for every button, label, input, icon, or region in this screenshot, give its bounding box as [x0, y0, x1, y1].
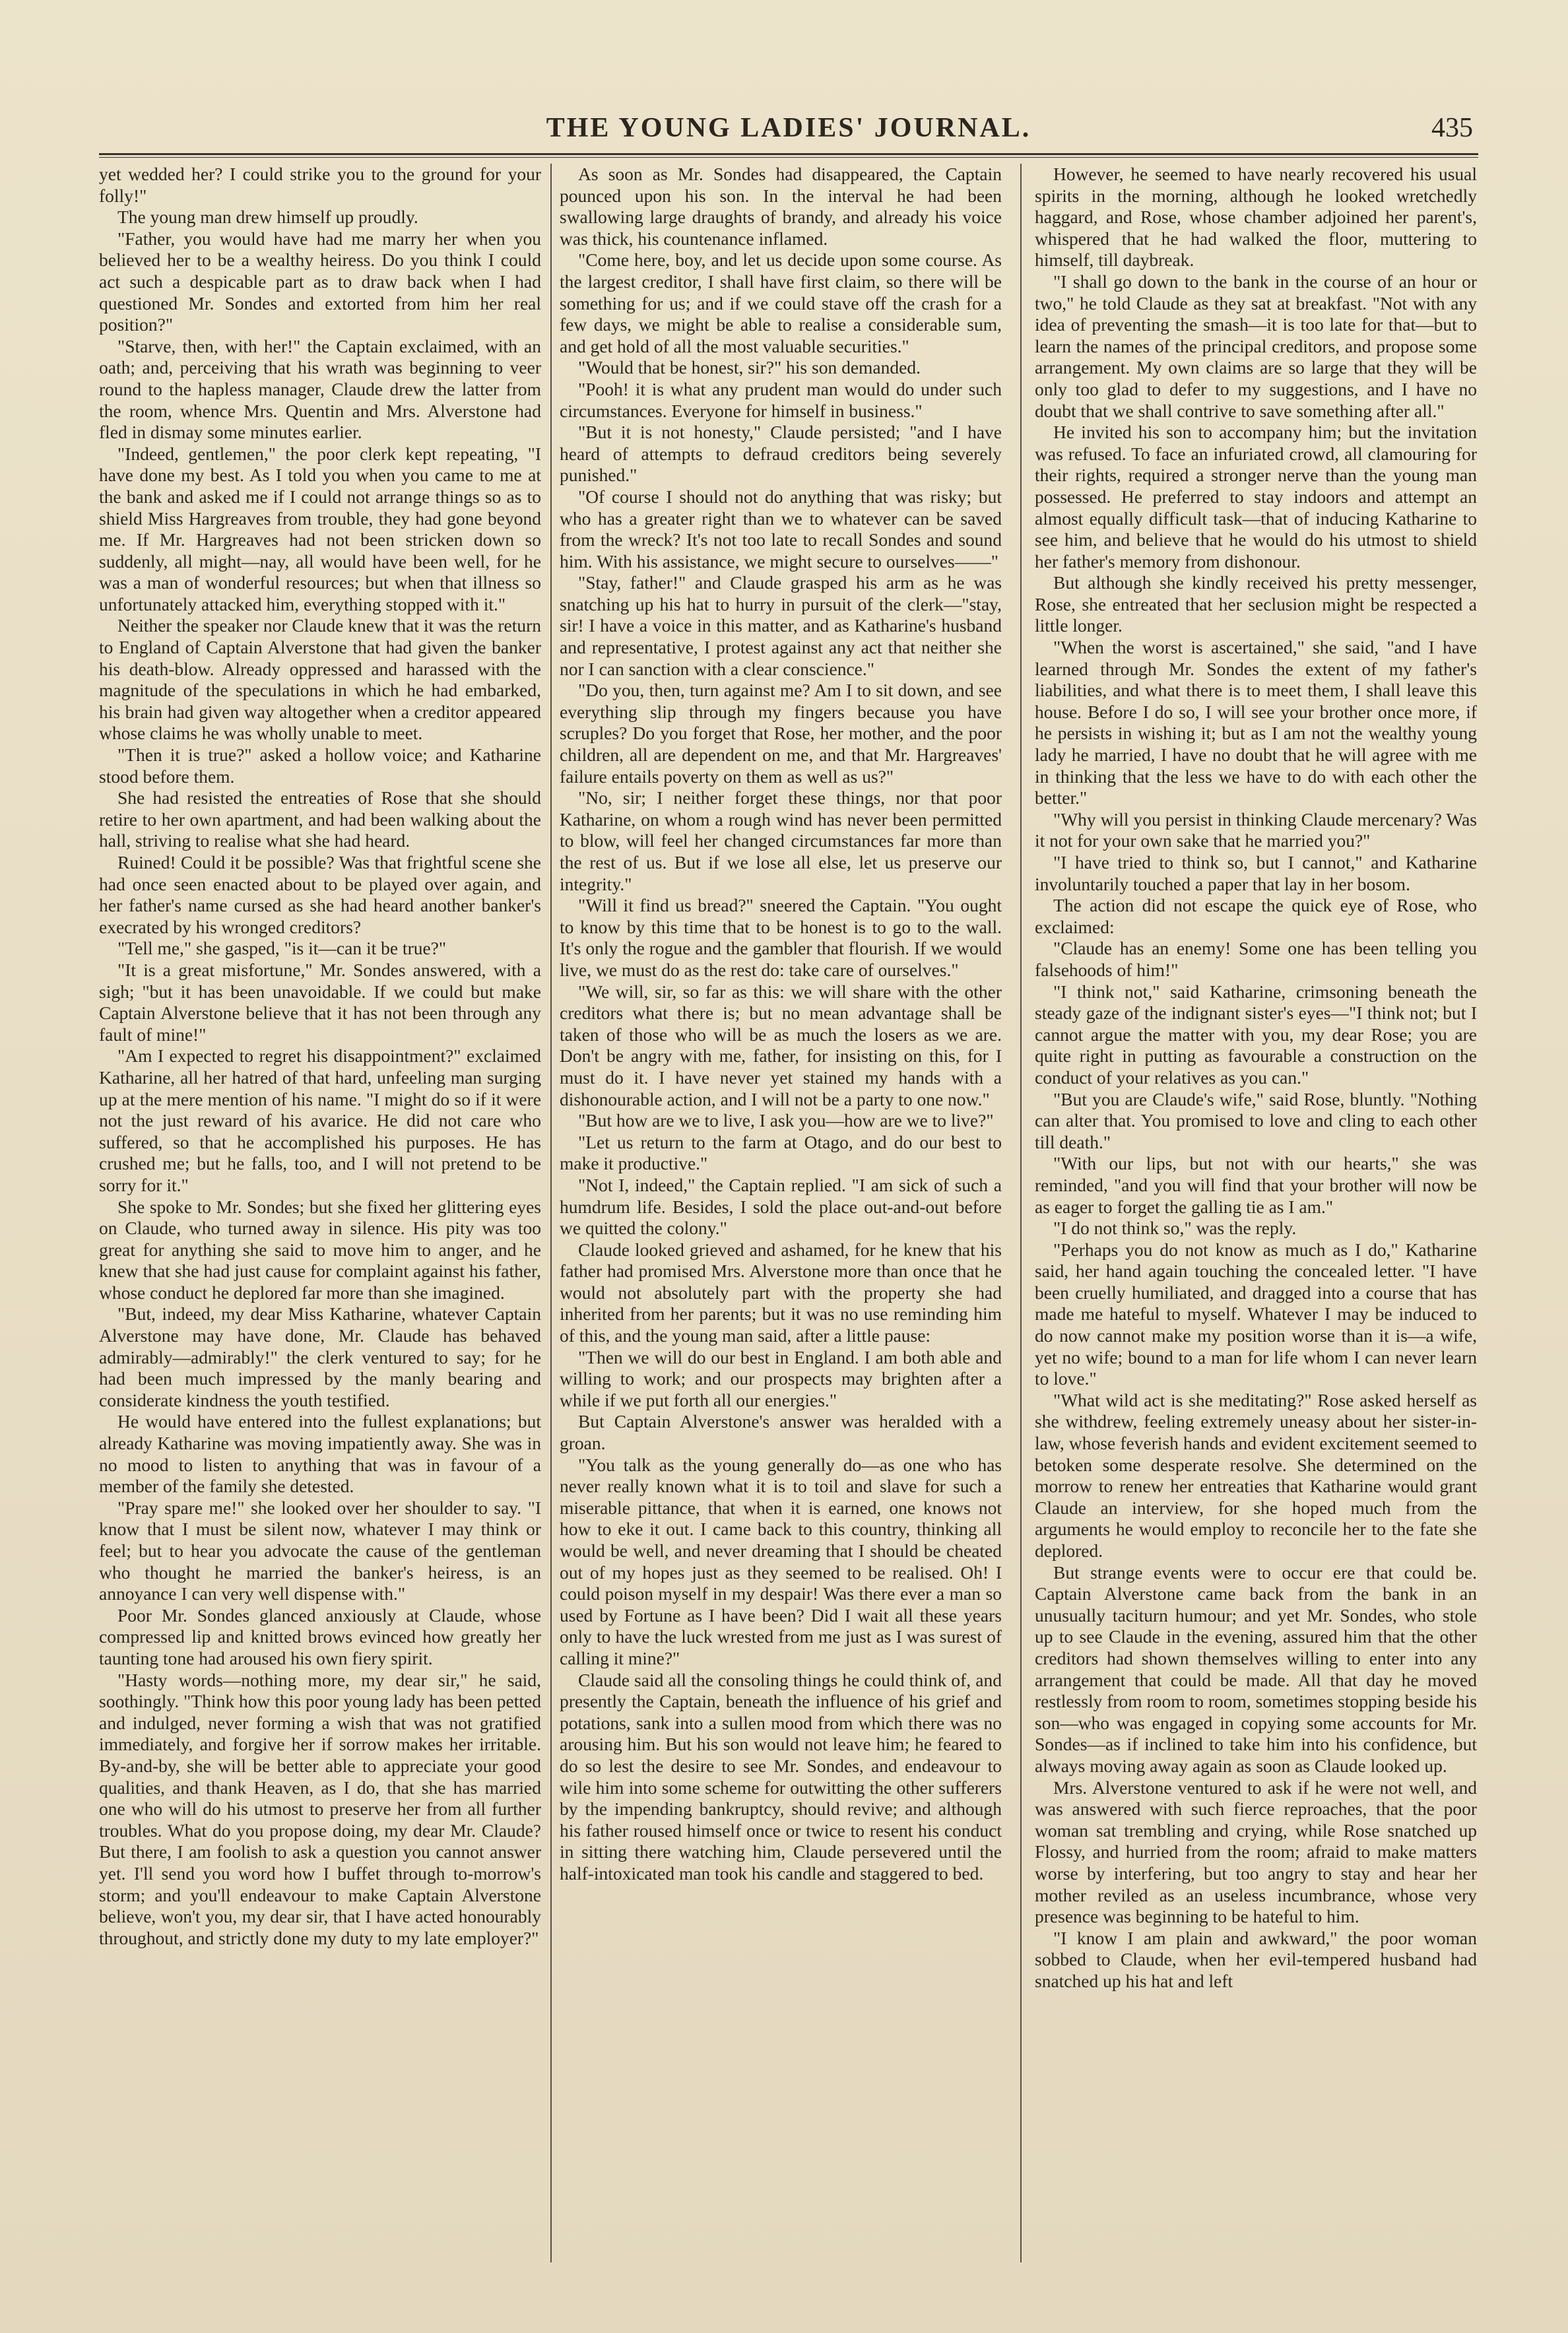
paragraph: The action did not escape the quick eye of Rose, who exclaimed:: [1035, 895, 1477, 937]
paragraph: "Pray spare me!" she looked over her shoulder to say. "I know that I must be silent now, whatever I may think or feel; but to hear you advocate the cause of the gentleman who thought he married the banker's heiress, is an annoyance I can very well dispense with.": [99, 1497, 541, 1604]
paragraph: "Tell me," she gasped, "is it—can it be true?": [117, 938, 447, 959]
paragraph: "Father, you would have had me marry her when you believed her to be a wealthy heiress. Do you think I could act such a despicable part as to draw back when I had questioned Mr. Sondes and extorted from him her real position?": [99, 228, 541, 335]
paragraph: "Stay, father!" and Claude grasped his arm as he was snatching up his hat to hurry in pursuit of the clerk—"stay, sir! I have a voice in this matter, and as Katharine's husband and representative, I protest against any act that neither she nor I can sanction with a clear conscience.": [560, 572, 1002, 679]
paragraph: "But it is not honesty," Claude persisted; "and I have heard of attempts to defraud creditors being severely punished.": [560, 422, 1002, 486]
paragraph: yet wedded her? I could strike you to the ground for your folly!": [99, 164, 541, 206]
column-divider: [550, 164, 552, 2262]
page-header: [99, 112, 1478, 152]
paragraph: "I do not think so," was the reply.: [1053, 1218, 1297, 1239]
paragraph: "Come here, boy, and let us decide upon some course. As the largest creditor, I shall have first claim, so there will be something for us; and if we could stave off the crash for a few days, we might be able to realise a considerable sum, and get hold of all the most valuable securities.": [560, 249, 1002, 356]
paragraph: Ruined! Could it be possible? Was that frightful scene she had once seen enacted about to be played over again, and her father's name cursed as she had heard another banker's execrated by his wronged creditors?: [99, 852, 541, 937]
paragraph: "But you are Claude's wife," said Rose, bluntly. "Nothing can alter that. You promised to love and cling to each other till death.": [1035, 1088, 1477, 1152]
paragraph: "Claude has an enemy! Some one has been telling you falsehoods of him!": [1035, 938, 1477, 980]
journal-title: THE YOUNG LADIES' JOURNAL.: [546, 113, 1031, 143]
paragraph: Claude looked grieved and ashamed, for he knew that his father had promised Mrs. Alverstone more than once that he would not absolutely part with the property she had inherited from her parents; but it was no use reminding him of this, and the young man said, after a little pause:: [560, 1239, 1002, 1346]
paragraph: "Of course I should not do anything that was risky; but who has a greater right than we to whatever can be saved from the wreck? It's not too late to recall Sondes and sound him. With his assistance, we might secure to ourselves——": [560, 486, 1002, 572]
paragraph: She spoke to Mr. Sondes; but she fixed her glittering eyes on Claude, who turned away in silence. His pity was too great for anything she said to move him to anger, and he knew that she had just cause for complaint against his father, whose conduct he deplored far more than she imagined.: [99, 1196, 541, 1303]
paragraph: The young man drew himself up proudly.: [117, 207, 418, 228]
paragraph: "It is a great misfortune," Mr. Sondes answered, with a sigh; "but it has been unavoidable. If we could but make Captain Alverstone believe that it has not been through any fault of mine!": [99, 959, 541, 1045]
paragraph: "Am I expected to regret his disappointment?" exclaimed Katharine, all her hatred of that hard, unfeeling man surging up at the mere mention of his name. "I might do so if it were not the just reward of his avarice. He did not care who suffered, so that he accomplished his purposes. He has crushed me; but he falls, too, and I will not pretend to be sorry for it.": [99, 1045, 541, 1195]
paragraph: Claude said all the consoling things he could think of, and presently the Captain, beneath the influence of his grief and potations, sank into a sullen mood from which there was no arousing him. But his son would not leave him; he feared to do so lest the desire to see Mr. Sondes, and endeavour to wile him into some scheme for outwitting the other sufferers by the impending bankruptcy, should revive; and although his father roused himself once or twice to resent his conduct in sitting there watching him, Claude persevered until the half-intoxicated man took his candle and staggered to bed.: [560, 1669, 1002, 1884]
paragraph: "Then we will do our best in England. I am both able and willing to work; and our prospects may brighten after a while if we put forth all our energies.": [560, 1346, 1002, 1410]
paragraph: "Not I, indeed," the Captain replied. "I am sick of such a humdrum life. Besides, I sold the place out-and-out before we quitted the colony.": [560, 1174, 1002, 1239]
paragraph: Poor Mr. Sondes glanced anxiously at Claude, whose compressed lip and knitted brows evinced how greatly her taunting tone had aroused his own fiery spirit.: [99, 1604, 541, 1668]
paragraph: "But, indeed, my dear Miss Katharine, whatever Captain Alverstone may have done, Mr. Claude has behaved admirably—admirably!" the clerk ventured to say; for he had been much impressed by the manly bearing and considerate kindness the youth testified.: [99, 1303, 541, 1410]
paragraph: "But how are we to live, I ask you—how are we to live?": [578, 1110, 994, 1131]
paragraph: "Perhaps you do not know as much as I do," Katharine said, her hand again touching the concealed letter. "I have been cruelly humiliated, and dragged into a course that has made me hateful to myself. Whatever I may be induced to do now cannot make my position worse than it is—a wife, yet no wife; bound to a man for life whom I can never learn to love.": [1035, 1239, 1477, 1389]
paragraph: "You talk as the young generally do—as one who has never really known what it is to toil and slave for such a miserable pittance, that when it is earned, one knows not how to eke it out. I came back to this country, thinking all would be well, and never dreaming that I should be cheated out of my hopes just as they seemed to be realised. Oh! I could poison myself in my despair! Was there ever a man so used by Fortune as I have been? Did I wait all these years only to have the luck wrested from me just as I was surest of calling it mine?": [560, 1454, 1002, 1668]
text-column-1: [99, 164, 541, 2282]
header-rule-thin: [99, 157, 1478, 158]
paragraph: But although she kindly received his pretty messenger, Rose, she entreated that her seclusion might be respected a little longer.: [1035, 572, 1477, 636]
paragraph: "Will it find us bread?" sneered the Captain. "You ought to know by this time that to be honest is to go to the wall. It's only the rogue and the gambler that flourish. If we would live, we must do as the rest do: take care of ourselves.": [560, 895, 1002, 980]
text-column-2: [560, 164, 1002, 2282]
paragraph: As soon as Mr. Sondes had disappeared, the Captain pounced upon his son. In the interval he had been swallowing large draughts of brandy, and already his voice was thick, his countenance inflamed.: [560, 164, 1002, 249]
paragraph: Neither the speaker nor Claude knew that it was the return to England of Captain Alverstone that had given the banker his death-blow. Already oppressed and harassed with the magnitude of the speculations in which he had embarked, his brain had given way altogether when a creditor appeared whose claims he was wholly unable to meet.: [99, 615, 541, 744]
paragraph: But strange events were to occur ere that could be. Captain Alverstone came back from the bank in an unusually taciturn humour; and yet Mr. Sondes, who stole up to see Claude in the evening, assured him that the other creditors had shown themselves willing to enter into any arrangement that could be made. All that day he moved restlessly from room to room, sometimes stopping beside his son—who was engaged in copying some accounts for Mr. Sondes—as if inclined to take him into his confidence, but always moving away again as soon as Claude looked up.: [1035, 1561, 1477, 1776]
header-rule: [99, 153, 1478, 155]
paragraph: "I know I am plain and awkward," the poor woman sobbed to Claude, when her evil-tempered husband had snatched up his hat and left: [1035, 1927, 1477, 1991]
paragraph: "We will, sir, so far as this: we will share with the other creditors what there is; but no mean advantage shall be taken of those who will be as much the losers as we are. Don't be angry with me, father, for insisting on this, for I must do it. I have never yet stained my hands with a dishonourable action, and I will not be a party to one now.": [560, 981, 1002, 1109]
paragraph: "What wild act is she meditating?" Rose asked herself as she withdrew, feeling extremely uneasy about her sister-in-law, whose feverish hands and evident excitement seemed to betoken some desperate resolve. She determined on the morrow to renew her entreaties that Katharine would grant Claude an interview, for she hoped much from the arguments he would employ to reconcile her to the fate she deplored.: [1035, 1389, 1477, 1561]
paragraph: "I think not," said Katharine, crimsoning beneath the steady gaze of the indignant sister's eyes—"I think not; but I cannot argue the matter with you, my dear Rose; you are quite right in putting as favourable a construction on the conduct of your relatives as you can.": [1035, 981, 1477, 1088]
column-divider: [1020, 164, 1022, 2262]
paragraph: He invited his son to accompany him; but the invitation was refused. To face an infuriated crowd, all clamouring for their rights, required a stronger nerve than the young man possessed. He preferred to stay indoors and attempt an almost equally difficult task—that of inducing Katharine to see him, and believe that he would do his utmost to shield her father's memory from dishonour.: [1035, 422, 1477, 572]
paragraph: "Do you, then, turn against me? Am I to sit down, and see everything slip through my fingers because you have scruples? Do you forget that Rose, her mother, and the poor children, all are dependent on me, and that Mr. Hargreaves' failure entails poverty on them as well as us?": [560, 680, 1002, 787]
paragraph: Mrs. Alverstone ventured to ask if he were not well, and was answered with such fierce reproaches, that the poor woman sat trembling and crying, while Rose snatched up Flossy, and hurried from the room; afraid to make matters worse by interfering, but too angry to stay and hear her mother reviled as an useless incumbrance, whose very presence was beginning to be hateful to him.: [1035, 1777, 1477, 1927]
paragraph: "Pooh! it is what any prudent man would do under such circumstances. Everyone for himself in business.": [560, 378, 1002, 421]
paragraph: "I have tried to think so, but I cannot," and Katharine involuntarily touched a paper that lay in her bosom.: [1035, 852, 1477, 894]
paragraph: "Indeed, gentlemen," the poor clerk kept repeating, "I have done my best. As I told you when you came to me at the bank and asked me if I could not arrange things so as to shield Miss Hargreaves from trouble, they had gone beyond me. If Mr. Hargreaves had not been stricken down so suddenly, all might—nay, all would have been well, for he was a man of wonderful resources; but when that illness so unfortunately attacked him, everything stopped with it.": [99, 443, 541, 614]
paragraph: "Let us return to the farm at Otago, and do our best to make it productive.": [560, 1131, 1002, 1174]
paragraph: But Captain Alverstone's answer was heralded with a groan.: [560, 1411, 1002, 1454]
paragraph: However, he seemed to have nearly recovered his usual spirits in the morning, although he looked wretchedly haggard, and Rose, whose chamber adjoined her parent's, whispered that he had walked the floor, muttering to himself, till daybreak.: [1035, 164, 1477, 271]
paragraph: "When the worst is ascertained," she said, "and I have learned through Mr. Sondes the extent of my father's liabilities, and what there is to meet them, I shall leave this house. Before I do so, I will see your brother once more, if he persists in wishing it; but as I am not the wealthy young lady he married, I have no doubt that he will agree with me in thinking that the less we have to do with each other the better.": [1035, 637, 1477, 808]
text-column-3: [1035, 164, 1477, 2282]
paragraph: "Then it is true?" asked a hollow voice; and Katharine stood before them.: [99, 744, 541, 787]
paragraph: "Would that be honest, sir?" his son demanded.: [578, 357, 921, 378]
paragraph: "Hasty words—nothing more, my dear sir," he said, soothingly. "Think how this poor young lady has been petted and indulged, never forming a wish that was not gratified immediately, and forgive her if sorrow makes her irritable. By-and-by, she will be better able to appreciate your good qualities, and thank Heaven, as I do, that she has married one who will do his utmost to preserve her from all further troubles. What do you propose doing, my dear Mr. Claude? But there, I am foolish to ask a question you cannot answer yet. I'll send you word how I buffet through to-morrow's storm; and you'll endeavour to make Captain Alverstone believe, won't you, my dear sir, that I have acted honourably throughout, and strictly done my duty to my late employer?": [99, 1669, 541, 1948]
paragraph: He would have entered into the fullest explanations; but already Katharine was moving impatiently away. She was in no mood to listen to anything that was in favour of a member of the family she detested.: [99, 1411, 541, 1497]
paragraph: "With our lips, but not with our hearts," she was reminded, "and you will find that your brother will now be as eager to forget the galling tie as I am.": [1035, 1153, 1477, 1217]
paragraph: "Why will you persist in thinking Claude mercenary? Was it not for your own sake that he married you?": [1035, 808, 1477, 851]
paragraph: "I shall go down to the bank in the course of an hour or two," he told Claude as they sat at breakfast. "Not with any idea of preventing the smash—it is too late for that—but to learn the names of the principal creditors, and propose some arrangement. My own claims are so large that they will be only too glad to defer to my suggestions, and I have no doubt that we shall contrive to save something after all.": [1035, 271, 1477, 421]
paragraph: "Starve, then, with her!" the Captain exclaimed, with an oath; and, perceiving that his wrath was beginning to veer round to the hapless manager, Claude drew the latter from the room, whence Mrs. Quentin and Mrs. Alverstone had fled in dismay some minutes earlier.: [99, 335, 541, 443]
page-number: 435: [1431, 113, 1473, 143]
paragraph: She had resisted the entreaties of Rose that she should retire to her own apartment, and had been walking about the hall, striving to realise what she had heard.: [99, 787, 541, 851]
paragraph: "No, sir; I neither forget these things, nor that poor Katharine, on whom a rough wind has never been permitted to blow, will feel her changed circumstances far more than the rest of us. But if we lose all else, let us preserve our integrity.": [560, 787, 1002, 894]
